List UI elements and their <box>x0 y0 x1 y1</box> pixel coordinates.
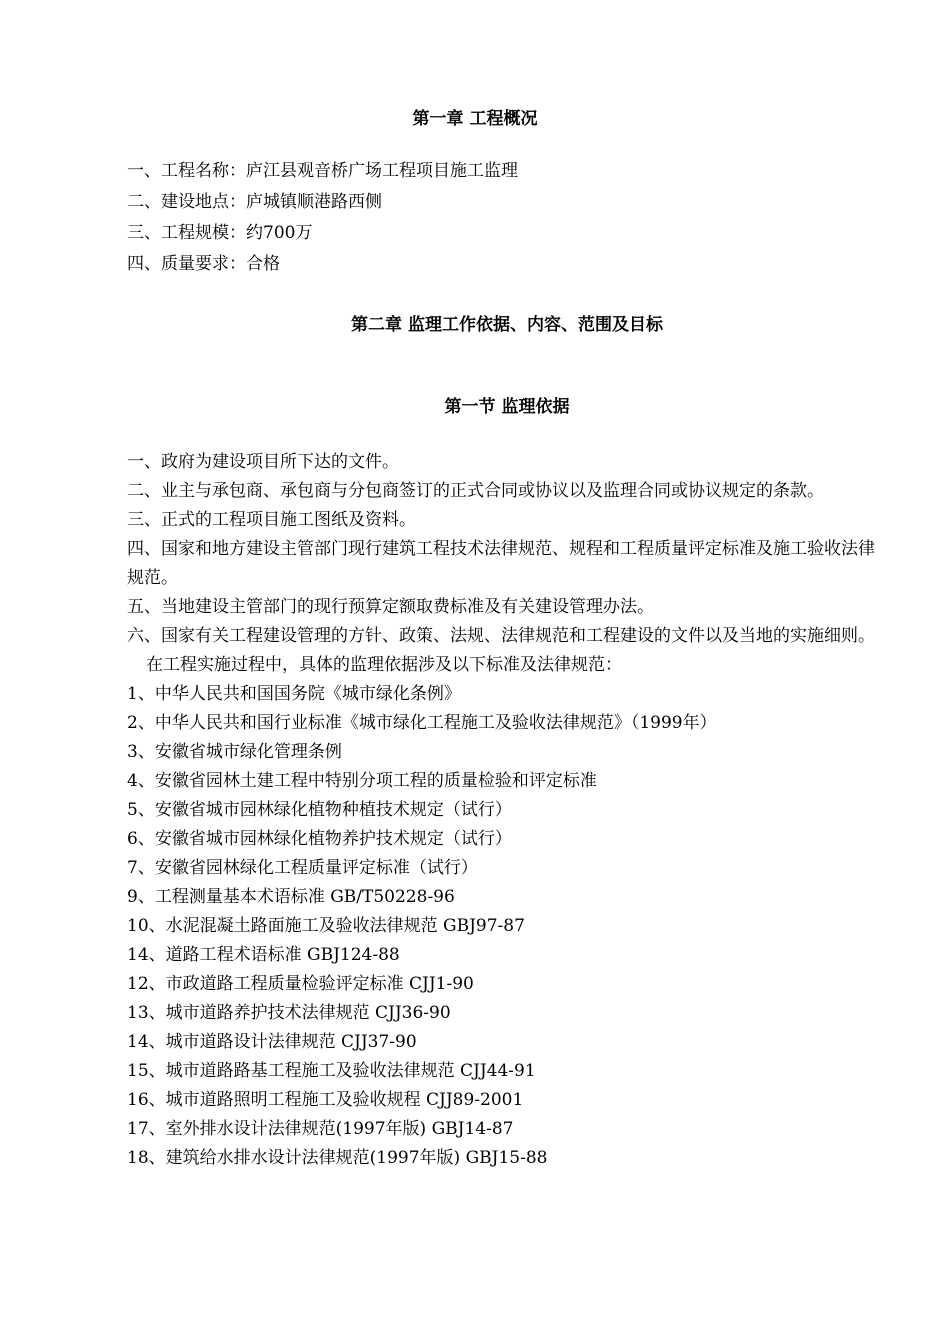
standard-item: 10、水泥混凝土路面施工及验收法律规范 GBJ97-87 <box>127 916 525 936</box>
standard-item: 12、市政道路工程质量检验评定标准 CJJ1-90 <box>127 974 474 994</box>
standard-item: 13、城市道路养护技术法律规范 CJJ36-90 <box>127 1003 451 1023</box>
basis-item: 二、业主与承包商、承包商与分包商签订的正式合同或协议以及监理合同或协议规定的条款。 <box>127 481 824 501</box>
overview-item-scale: 三、工程规模：约700万 <box>127 223 313 243</box>
basis-intro: 在工程实施过程中，具体的监理依据涉及以下标准及法律规范： <box>146 655 622 675</box>
chapter1-heading <box>0 104 950 129</box>
standard-item: 6、安徽省城市园林绿化植物养护技术规定（试行） <box>127 829 512 849</box>
standard-item: 16、城市道路照明工程施工及验收规程 CJJ89-2001 <box>127 1090 524 1110</box>
standard-item: 5、安徽省城市园林绿化植物种植技术规定（试行） <box>127 800 512 820</box>
overview-item-name: 一、工程名称：庐江县观音桥广场工程项目施工监理 <box>127 161 518 181</box>
basis-item: 三、正式的工程项目施工图纸及资料。 <box>127 510 416 530</box>
section1-heading <box>0 392 950 417</box>
basis-item: 四、国家和地方建设主管部门现行建筑工程技术法律规范、规程和工程质量评定标准及施工验收法律规范。 <box>127 539 875 588</box>
standard-item: 18、建筑给水排水设计法律规范(1997年版) GBJ15-88 <box>127 1148 548 1168</box>
standard-item: 15、城市道路路基工程施工及验收法律规范 CJJ44-91 <box>127 1061 536 1081</box>
overview-item-quality: 四、质量要求：合格 <box>127 254 280 274</box>
supervision-basis-list <box>127 448 876 1173</box>
standard-item: 3、安徽省城市绿化管理条例 <box>127 742 342 762</box>
standard-item: 4、安徽省园林土建工程中特别分项工程的质量检验和评定标准 <box>127 771 597 791</box>
standard-item: 1、中华人民共和国国务院《城市绿化条例》 <box>127 684 461 704</box>
chapter2-heading <box>0 310 950 335</box>
standard-item: 14、道路工程术语标准 GBJ124-88 <box>127 945 400 965</box>
basis-item: 一、政府为建设项目所下达的文件。 <box>127 452 399 472</box>
basis-item: 六、国家有关工程建设管理的方针、政策、法规、法律规范和工程建设的文件以及当地的实施细则。 <box>127 626 875 646</box>
standard-item: 7、安徽省园林绿化工程质量评定标准（试行） <box>127 858 478 878</box>
standard-item: 2、中华人民共和国行业标准《城市绿化工程施工及验收法律规范》（1999年） <box>127 713 717 733</box>
standard-item: 14、城市道路设计法律规范 CJJ37-90 <box>127 1032 417 1052</box>
chapter1-title: 第一章 工程概况 <box>412 109 538 129</box>
project-overview-list <box>127 156 518 280</box>
basis-item: 五、当地建设主管部门的现行预算定额取费标准及有关建设管理办法。 <box>127 597 654 617</box>
chapter2-title: 第二章 监理工作依据、内容、范围及目标 <box>351 315 663 335</box>
standard-item: 9、工程测量基本术语标准 GB/T50228-96 <box>127 887 455 907</box>
section1-title: 第一节 监理依据 <box>444 397 570 417</box>
overview-item-location: 二、建设地点：庐城镇顺港路西侧 <box>127 192 382 212</box>
standard-item: 17、室外排水设计法律规范(1997年版) GBJ14-87 <box>127 1119 514 1139</box>
